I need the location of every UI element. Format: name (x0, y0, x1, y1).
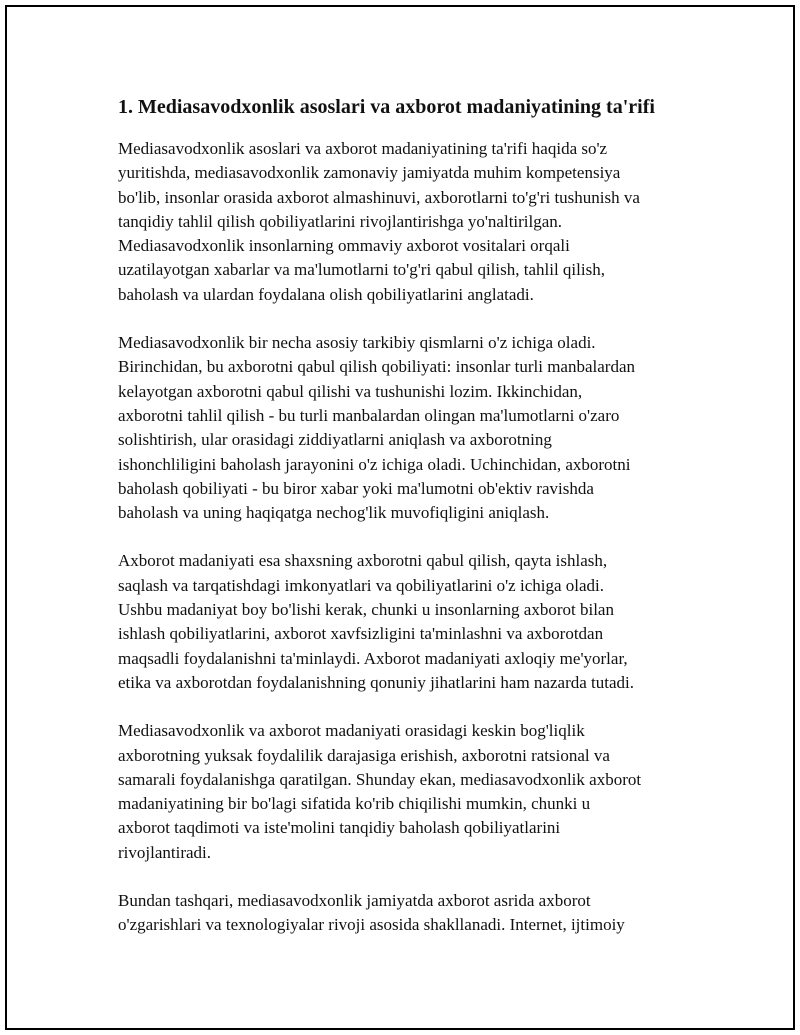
paragraph (118, 137, 698, 307)
text-line: baholash va uning haqiqatga nechog'lik muvofiqligini aniqlash. (118, 503, 550, 523)
text-line: uzatilayotgan xabarlar va ma'lumotlarni to'g'ri qabul qilish, tahlil qilish, (118, 260, 605, 280)
paragraph (118, 719, 698, 865)
text-line: axborotni tahlil qilish - bu turli manbalardan olingan ma'lumotlarni o'zaro (118, 405, 620, 425)
text-line: axborot taqdimoti va iste'molini tanqidiy baholash qobiliyatlarini (118, 818, 561, 838)
text-line: baholash va ulardan foydalana olish qobiliyatlarini anglatadi. (118, 284, 534, 304)
text-line: Mediasavodxonlik insonlarning ommaviy axborot vositalari orqali (118, 236, 570, 256)
paragraph (118, 889, 698, 938)
text-line: bo'lib, insonlar orasida axborot almashinuvi, axborotlarni to'g'ri tushunish va (118, 187, 640, 207)
text-line: kelayotgan axborotni qabul qilishi va tushunishi lozim. Ikkinchidan, (118, 381, 583, 401)
document-page (5, 5, 795, 1030)
text-line: yuritishda, mediasavodxonlik zamonaviy jamiyatda muhim kompetensiya (118, 163, 621, 183)
text-line: ishonchliligini baholash jarayonini o'z ichiga oladi. Uchinchidan, axborotni (118, 454, 631, 474)
text-line: samarali foydalanishga qaratilgan. Shunday ekan, mediasavodxonlik axborot (118, 769, 642, 789)
text-line: solishtirish, ular orasidagi ziddiyatlarni aniqlash va axborotning (118, 430, 552, 450)
text-line: Mediasavodxonlik bir necha asosiy tarkibiy qismlarni o'z ichiga oladi. (118, 333, 596, 353)
text-line: Mediasavodxonlik va axborot madaniyati orasidagi keskin bog'liqlik (118, 721, 585, 741)
text-line: Ushbu madaniyat boy bo'lishi kerak, chunki u insonlarning axborot bilan (118, 600, 614, 620)
text-line: maqsadli foydalanishni ta'minlaydi. Axborot madaniyati axloqiy me'yorlar, (118, 648, 628, 668)
text-line: etika va axborotdan foydalanishning qonuniy jihatlarini ham nazarda tutadi. (118, 672, 634, 692)
text-line: Axborot madaniyati esa shaxsning axborotni qabul qilish, qayta ishlash, (118, 551, 608, 571)
text-line: rivojlantiradi. (118, 842, 212, 862)
text-line: madaniyatining bir bo'lagi sifatida ko'rib chiqilishi mumkin, chunki u (118, 794, 591, 814)
text-line: Bundan tashqari, mediasavodxonlik jamiyatda axborot asrida axborot (118, 891, 591, 911)
text-line: saqlash va tarqatishdagi imkonyatlari va qobiliyatlarini o'z ichiga oladi. (118, 575, 605, 595)
paragraph (118, 331, 698, 525)
text-line: Birinchidan, bu axborotni qabul qilish qobiliyati: insonlar turli manbalardan (118, 357, 635, 377)
section-heading: 1. Mediasavodxonlik asoslari va axborot madaniyatining ta'rifi (118, 96, 655, 118)
text-line: ishlash qobiliyatlarini, axborot xavfsizligini ta'minlashni va axborotdan (118, 624, 604, 644)
paragraph (118, 549, 698, 695)
text-line: axborotning yuksak foydalilik darajasiga erishish, axborotni ratsional va (118, 745, 610, 765)
text-line: tanqidiy tahlil qilish qobiliyatlarini rivojlantirishga yo'naltirilgan. (118, 211, 563, 231)
text-line: baholash qobiliyati - bu biror xabar yoki ma'lumotni ob'ektiv ravishda (118, 478, 594, 498)
text-line: Mediasavodxonlik asoslari va axborot madaniyatining ta'rifi haqida so'z (118, 139, 608, 158)
text-line: o'zgarishlari va texnologiyalar rivoji asosida shakllanadi. Internet, ijtimoiy (118, 915, 625, 935)
document-body (118, 95, 698, 962)
